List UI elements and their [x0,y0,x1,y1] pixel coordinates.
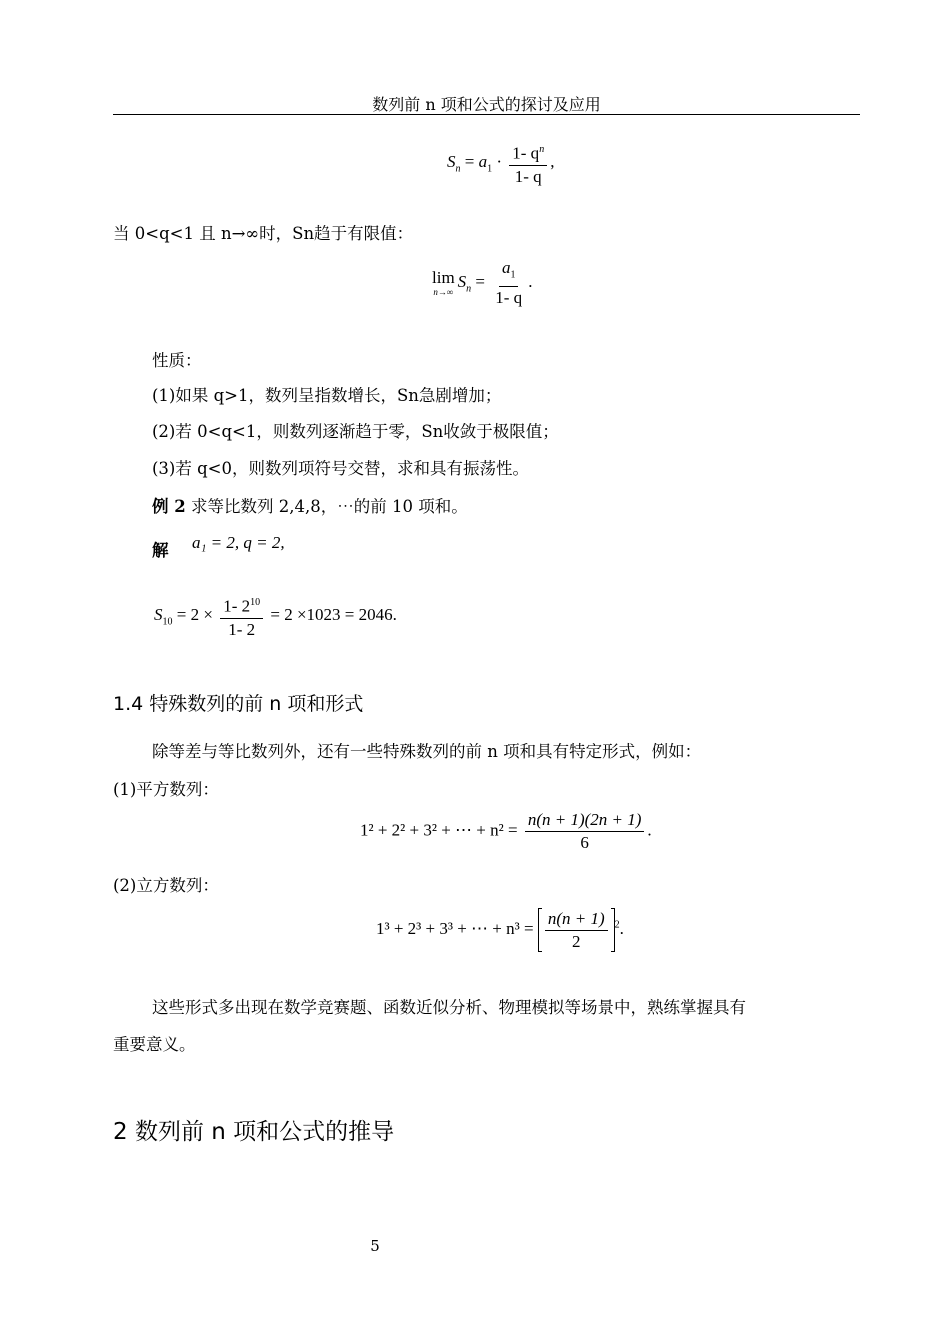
closing-line-1: 这些形式多出现在数学竞赛题、函数近似分析、物理模拟等场景中，熟练掌握具有 [152,998,746,1017]
formula-limit: lim n→∞ $S_n$ = $\frac{a_1}{1- q}$ . [432,258,533,308]
property-2: (2)若 0<q<1，则数列逐渐趋于零，Sn收敛于极限值； [152,422,559,441]
squares-label: (1)平方数列： [113,780,219,799]
solution-label: 解 [152,541,169,560]
formula-geometric-sum: $S_n = a_1$ · $\frac{1- q^n}{1- q}$ , [447,140,554,187]
limit-intro-line: 当 0<q<1 且 n→∞时，Sn趋于有限值： [113,224,414,243]
page-number: 5 [370,1237,380,1255]
closing-line-2: 重要意义。 [113,1035,196,1054]
example-2 [152,496,468,518]
formula-s10: $S_{10} = 2$ × $\frac{1- 2^{10}}{1- 2}$ = 2 ×1023 = 2046. [154,593,397,640]
property-3: (3)若 q<0，则数列项符号交替，求和具有振荡性。 [152,459,530,478]
solution-line-1: a₁ = 2, q = 2, [192,533,285,552]
section-heading-2: 2 数列前 n 项和公式的推导 [113,1119,395,1145]
example-label: 例 2 [152,497,186,516]
cubes-label: (2)立方数列： [113,876,219,895]
property-1: (1)如果 q>1，数列呈指数增长，Sn急剧增加； [152,386,502,405]
formula-squares: 1² + 2² + 3² + ⋯ + n² = $\frac{n(n + 1)(2n + 1)}{6}$ . [360,810,652,852]
section-heading-1-4: 1.4 特殊数列的前 n 项和形式 [113,693,364,715]
running-header: 数列前 n 项和公式的探讨及应用 [372,95,601,114]
special-intro: 除等差与等比数列外，还有一些特殊数列的前 n 项和具有特定形式，例如： [152,742,702,761]
formula-cubes: 1³ + 2³ + 3³ + ⋯ + n³ = $\frac{n(n + 1)}{2}$ $^2$. [376,908,624,951]
example-text: 求等比数列 2,4,8，⋯的前 10 项和。 [185,497,468,516]
properties-label: 性质： [152,351,202,370]
header-rule [113,114,860,115]
